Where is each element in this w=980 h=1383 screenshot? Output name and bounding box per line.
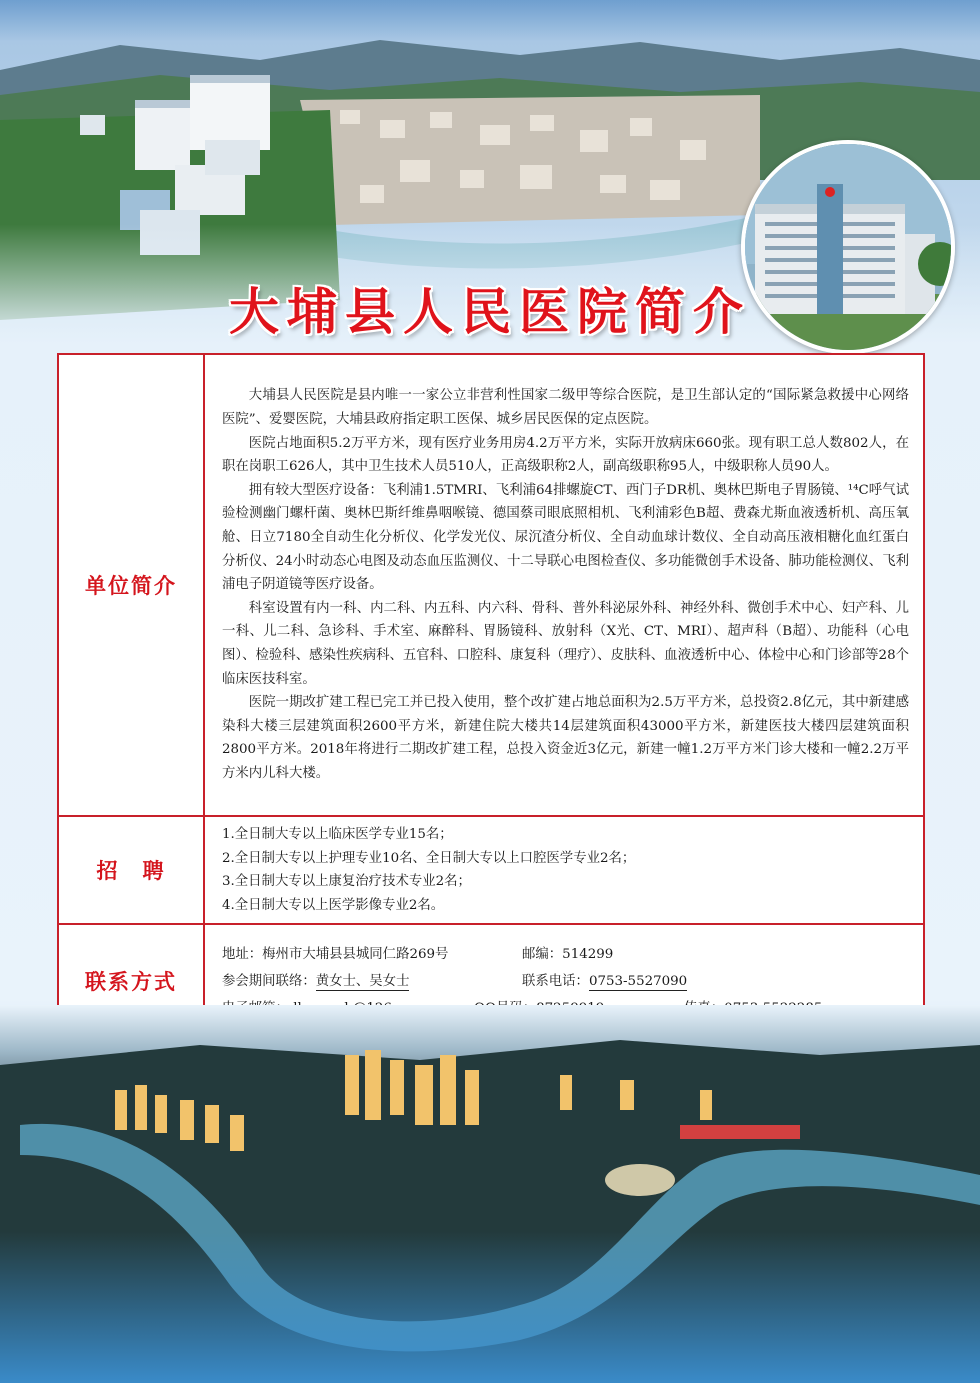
- intro-paragraph: 科室设置有内一科、内二科、内五科、内六科、骨科、普外科泌尿外科、神经外科、微创手术中心、妇产科、儿一科、儿二科、急诊科、手术室、麻醉科、胃肠镜科、放射科（X光、CT、MRI）、超声科（B超）、功能科（心电图）、检验科、感染性疾病科、五官科、口腔科、康复科（理疗）、皮肤科、血液透析中心、体检中心和门诊部等28个临床医技科室。: [222, 600, 909, 687]
- recruit-row: [58, 816, 924, 924]
- recruit-item: 4.全日制大专以上医学影像专业2名。: [222, 897, 445, 913]
- address-value: 梅州市大埔县县城同仁路269号: [262, 946, 449, 962]
- intro-row: [58, 354, 924, 816]
- postcode-label: 邮编：: [522, 946, 563, 962]
- intro-content: [204, 354, 924, 816]
- intro-paragraph: 医院占地面积5.2万平方米，现有医疗业务用房4.2万平方米，实际开放病床660张。现有职工总人数802人，在职在岗职工626人，其中卫生技术人员510人，正高级职称2人，副高级职称95人，中级职称人员90人。: [222, 435, 909, 475]
- liaison-label: 参会期间联络：: [222, 973, 316, 989]
- recruit-label: 招 聘: [58, 816, 204, 924]
- intro-paragraph: 拥有较大型医疗设备：飞利浦1.5TMRI、飞利浦64排螺旋CT、西门子DR机、奥林巴斯电子胃肠镜、¹⁴C呼气试验检测幽门螺杆菌、奥林巴斯纤维鼻咽喉镜、德国蔡司眼底照相机、飞利浦彩色B超、费森尤斯血液透析机、高压氧舱、日立7180全自动生化分析仪、化学发光仪、尿沉渣分析仪、全自动血球计数仪、全自动高压液相糖化血红蛋白分析仪、24小时动态心电图及动态血压监测仪、十二导联心电图检查仪、多功能微创手术设备、肺功能检测仪、飞利浦电子阴道镜等医疗设备。: [222, 482, 909, 593]
- recruit-content: [204, 816, 924, 924]
- recruit-item: 1.全日制大专以上临床医学专业15名；: [222, 827, 453, 842]
- intro-paragraph: 大埔县人民医院是县内唯一一家公立非营利性国家二级甲等综合医院，是卫生部认定的“国际紧急救援中心网络医院”、爱婴医院，大埔县政府指定职工医保、城乡居民医保的定点医院。: [222, 388, 909, 428]
- phone-label: 联系电话：: [522, 973, 589, 989]
- intro-paragraph: 医院一期改扩建工程已完工并已投入使用，整个改扩建占地总面积为2.5万平方米，总投资2.8亿元，其中新建感染科大楼三层建筑面积2600平方米，新建住院大楼共14层建筑面积43000平方米，新建医技大楼四层建筑面积2800平方米。2018年将进行二期改扩建工程，总投入资金近3亿元，新建一幢1.2万平方米门诊大楼和一幢2.2万平方米内儿科大楼。: [222, 695, 909, 781]
- intro-label: 单位简介: [58, 354, 204, 816]
- liaison-value: 黄女士、吴女士: [315, 973, 410, 989]
- phone-value: 0753-5527090: [588, 973, 688, 989]
- recruit-item: 2.全日制大专以上护理专业10名、全日制大专以上口腔医学专业2名；: [222, 850, 636, 866]
- address-label: 地址：: [222, 946, 263, 962]
- page-title: 大埔县人民医院简介: [229, 282, 751, 341]
- recruit-item: 3.全日制大专以上康复治疗技术专业2名；: [222, 874, 471, 889]
- contact-label: 联系方式: [58, 924, 204, 1038]
- city-night-photo: [0, 1005, 980, 1383]
- postcode-value: 514299: [562, 946, 614, 962]
- contact-row-2: [222, 968, 909, 995]
- contact-row-1: [222, 941, 909, 968]
- info-table: [57, 353, 925, 1039]
